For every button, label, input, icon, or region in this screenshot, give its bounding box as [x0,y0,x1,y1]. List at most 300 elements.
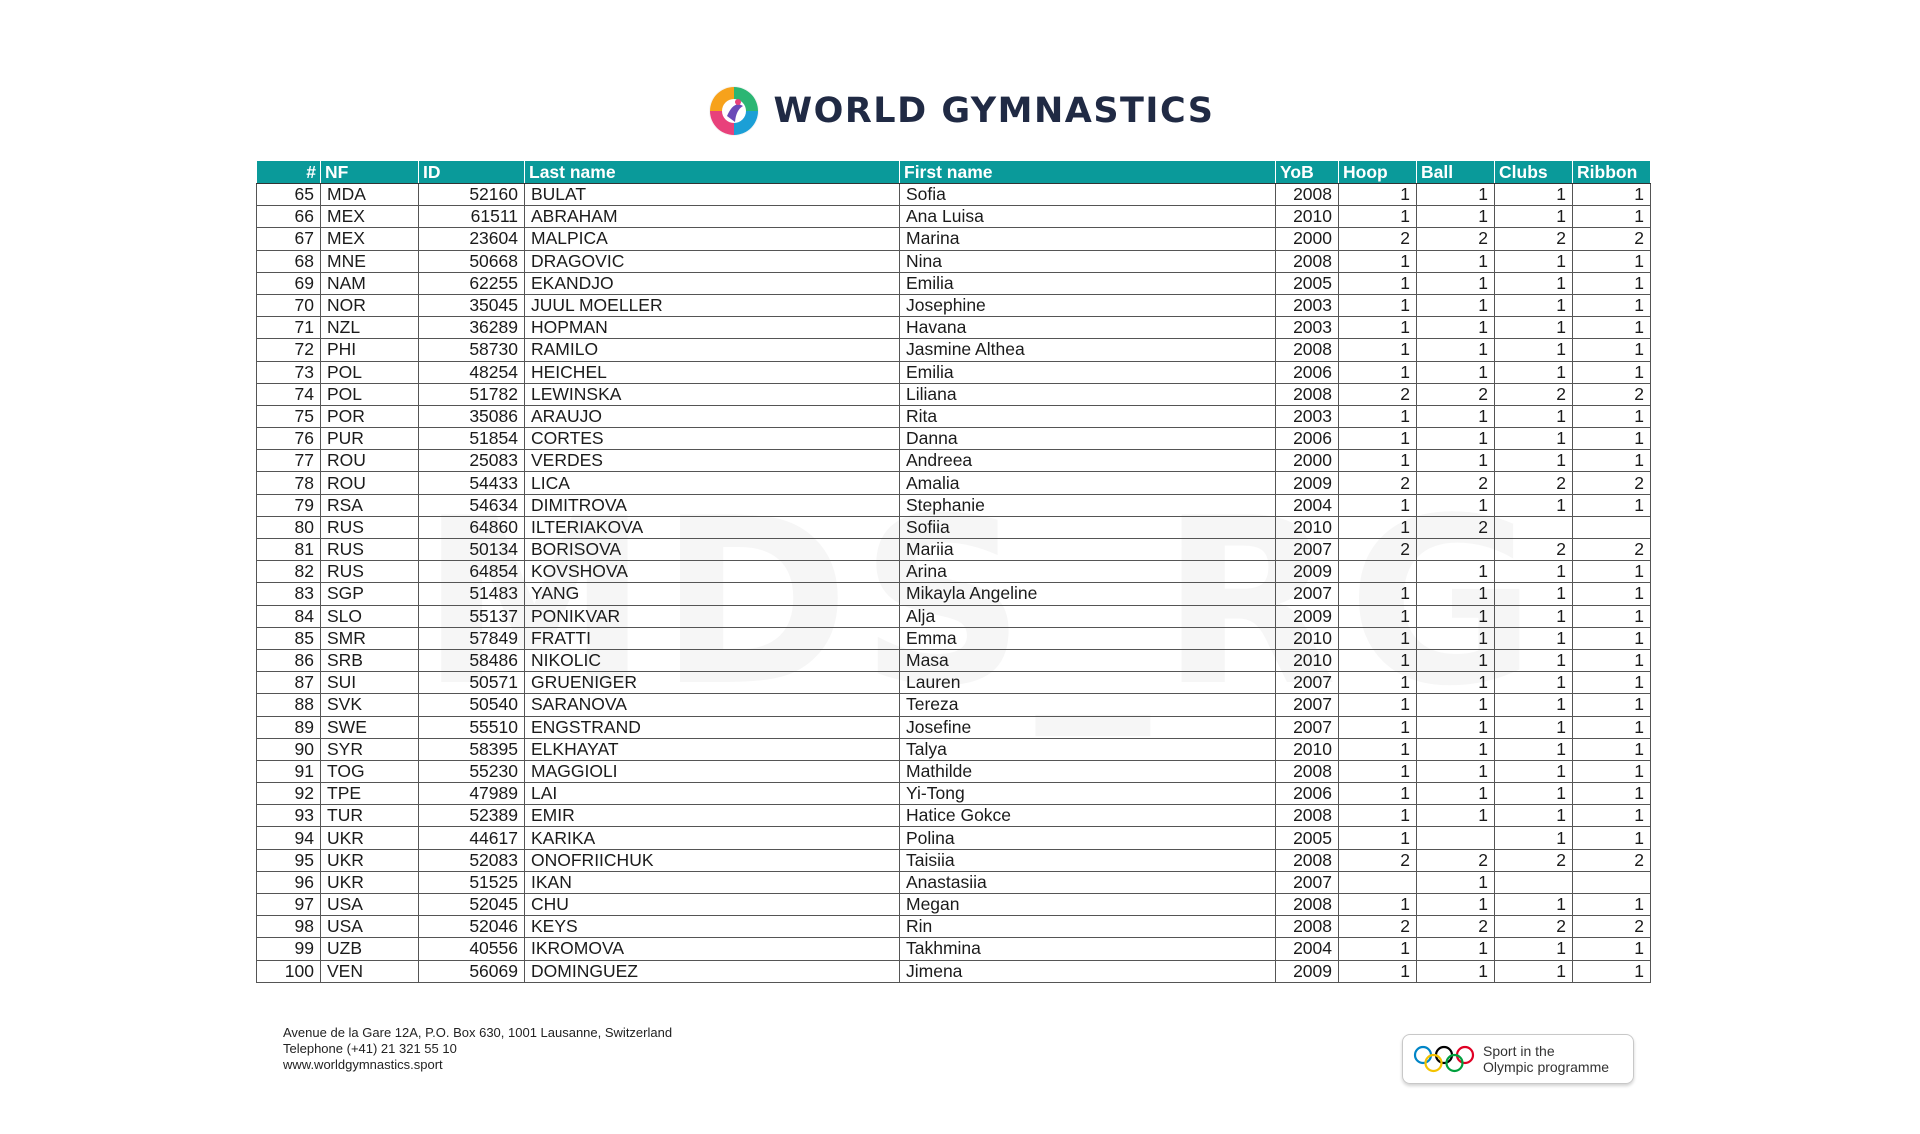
table-row [257,827,1651,849]
cell-id: 55137 [419,605,525,627]
table-row [257,539,1651,561]
cell-nf: TPE [321,783,419,805]
cell-first-name: Megan [900,894,1276,916]
cell-ball: 1 [1417,494,1495,516]
badge-text [1483,1043,1609,1075]
cell-last-name: LICA [525,472,900,494]
cell-hoop: 1 [1339,738,1417,760]
cell-id: 50668 [419,250,525,272]
cell-first-name: Emilia [900,272,1276,294]
cell-ball [1417,827,1495,849]
cell-number: 77 [257,450,321,472]
cell-clubs: 1 [1495,894,1573,916]
cell-yob: 2009 [1276,561,1339,583]
badge-line-2: Olympic programme [1483,1059,1610,1075]
table-row [257,738,1651,760]
cell-ball: 1 [1417,627,1495,649]
cell-first-name: Anastasiia [900,871,1276,893]
cell-yob: 2009 [1276,960,1339,982]
cell-ribbon: 1 [1573,694,1651,716]
cell-clubs: 1 [1495,605,1573,627]
cell-yob: 2009 [1276,605,1339,627]
cell-ball: 1 [1417,649,1495,671]
cell-last-name: NIKOLIC [525,649,900,671]
cell-id: 58395 [419,738,525,760]
cell-id: 52389 [419,805,525,827]
cell-nf: TOG [321,760,419,782]
table-row [257,849,1651,871]
cell-clubs: 1 [1495,716,1573,738]
cell-nf: UKR [321,827,419,849]
brand-name: WORLD GYMNASTICS [773,91,1215,131]
table-row [257,250,1651,272]
cell-nf: VEN [321,960,419,982]
cell-number: 65 [257,184,321,206]
cell-number: 71 [257,317,321,339]
cell-nf: SMR [321,627,419,649]
column-header-ball: Ball [1417,161,1495,184]
cell-hoop: 1 [1339,494,1417,516]
cell-id: 57849 [419,627,525,649]
cell-last-name: DRAGOVIC [525,250,900,272]
cell-first-name: Rita [900,405,1276,427]
cell-yob: 2007 [1276,694,1339,716]
cell-ribbon: 1 [1573,250,1651,272]
cell-first-name: Masa [900,649,1276,671]
table-row [257,627,1651,649]
cell-number: 100 [257,960,321,982]
cell-nf: ROU [321,450,419,472]
cell-hoop: 2 [1339,383,1417,405]
cell-clubs: 1 [1495,294,1573,316]
cell-ribbon: 1 [1573,605,1651,627]
cell-number: 73 [257,361,321,383]
cell-yob: 2010 [1276,627,1339,649]
cell-ribbon: 1 [1573,783,1651,805]
cell-ball: 1 [1417,450,1495,472]
cell-nf: NZL [321,317,419,339]
cell-number: 96 [257,871,321,893]
cell-yob: 2007 [1276,672,1339,694]
cell-id: 56069 [419,960,525,982]
cell-hoop: 1 [1339,450,1417,472]
cell-ribbon: 1 [1573,428,1651,450]
cell-ball: 1 [1417,605,1495,627]
cell-ribbon: 2 [1573,539,1651,561]
cell-first-name: Talya [900,738,1276,760]
cell-id: 54634 [419,494,525,516]
cell-id: 58486 [419,649,525,671]
cell-yob: 2008 [1276,894,1339,916]
table-row [257,783,1651,805]
cell-ball: 1 [1417,738,1495,760]
cell-clubs: 2 [1495,383,1573,405]
cell-id: 52045 [419,894,525,916]
cell-nf: UKR [321,871,419,893]
cell-nf: SGP [321,583,419,605]
cell-clubs: 2 [1495,539,1573,561]
cell-nf: USA [321,894,419,916]
cell-number: 72 [257,339,321,361]
cell-hoop: 1 [1339,649,1417,671]
cell-ribbon: 1 [1573,450,1651,472]
cell-ribbon: 1 [1573,960,1651,982]
table-row [257,894,1651,916]
cell-clubs: 1 [1495,561,1573,583]
cell-id: 51525 [419,871,525,893]
cell-number: 84 [257,605,321,627]
footer-address-block [283,1025,672,1073]
cell-last-name: BORISOVA [525,539,900,561]
cell-ribbon: 1 [1573,561,1651,583]
cell-number: 90 [257,738,321,760]
cell-yob: 2010 [1276,516,1339,538]
cell-id: 54433 [419,472,525,494]
cell-ribbon: 1 [1573,339,1651,361]
cell-hoop [1339,871,1417,893]
cell-yob: 2008 [1276,383,1339,405]
cell-id: 61511 [419,206,525,228]
world-gymnastics-logo-icon [705,82,763,140]
cell-yob: 2005 [1276,272,1339,294]
cell-yob: 2010 [1276,649,1339,671]
cell-hoop: 1 [1339,672,1417,694]
cell-number: 87 [257,672,321,694]
cell-clubs: 2 [1495,228,1573,250]
cell-ribbon: 1 [1573,294,1651,316]
cell-nf: SWE [321,716,419,738]
column-header-clubs: Clubs [1495,161,1573,184]
cell-ribbon: 1 [1573,494,1651,516]
cell-ribbon: 1 [1573,206,1651,228]
cell-ribbon: 1 [1573,184,1651,206]
cell-hoop: 2 [1339,849,1417,871]
table-row [257,428,1651,450]
cell-hoop: 1 [1339,760,1417,782]
cell-ball: 1 [1417,760,1495,782]
cell-yob: 2003 [1276,294,1339,316]
cell-yob: 2008 [1276,760,1339,782]
table-row [257,805,1651,827]
cell-number: 75 [257,405,321,427]
cell-last-name: CORTES [525,428,900,450]
column-header-number: # [257,161,321,184]
table-row [257,383,1651,405]
cell-number: 94 [257,827,321,849]
table-row [257,871,1651,893]
cell-yob: 2007 [1276,871,1339,893]
cell-id: 36289 [419,317,525,339]
cell-yob: 2004 [1276,938,1339,960]
table-row [257,716,1651,738]
olympic-rings-icon [1413,1044,1475,1074]
table-row [257,228,1651,250]
cell-ball: 1 [1417,317,1495,339]
table-row [257,317,1651,339]
cell-clubs: 1 [1495,250,1573,272]
cell-yob: 2007 [1276,539,1339,561]
cell-id: 47989 [419,783,525,805]
cell-yob: 2009 [1276,472,1339,494]
cell-hoop: 1 [1339,250,1417,272]
cell-ball: 1 [1417,583,1495,605]
cell-nf: TUR [321,805,419,827]
cell-last-name: PONIKVAR [525,605,900,627]
cell-yob: 2008 [1276,849,1339,871]
cell-yob: 2000 [1276,450,1339,472]
cell-nf: USA [321,916,419,938]
cell-ball: 1 [1417,428,1495,450]
cell-last-name: EKANDJO [525,272,900,294]
footer-address: Avenue de la Gare 12A, P.O. Box 630, 1001 Lausanne, Switzerland [283,1025,673,1040]
cell-clubs: 1 [1495,405,1573,427]
cell-id: 52083 [419,849,525,871]
cell-number: 93 [257,805,321,827]
cell-ball: 2 [1417,383,1495,405]
cell-ball: 2 [1417,849,1495,871]
cell-first-name: Amalia [900,472,1276,494]
cell-yob: 2008 [1276,250,1339,272]
cell-id: 48254 [419,361,525,383]
cell-hoop: 2 [1339,228,1417,250]
table-row [257,272,1651,294]
column-header-first-name: First name [900,161,1276,184]
table-row [257,605,1651,627]
cell-last-name: LAI [525,783,900,805]
cell-yob: 2003 [1276,317,1339,339]
cell-nf: UKR [321,849,419,871]
cell-ribbon: 1 [1573,583,1651,605]
table-row [257,960,1651,982]
cell-nf: SYR [321,738,419,760]
cell-clubs: 1 [1495,805,1573,827]
cell-clubs: 1 [1495,317,1573,339]
cell-ball: 1 [1417,184,1495,206]
cell-last-name: ONOFRIICHUK [525,849,900,871]
cell-last-name: EMIR [525,805,900,827]
cell-ball: 1 [1417,805,1495,827]
cell-nf: NOR [321,294,419,316]
cell-ribbon: 1 [1573,627,1651,649]
cell-ribbon [1573,516,1651,538]
footer-telephone: Telephone (+41) 21 321 55 10 [283,1041,457,1056]
cell-clubs: 1 [1495,760,1573,782]
cell-ribbon: 2 [1573,849,1651,871]
cell-number: 81 [257,539,321,561]
cell-last-name: ELKHAYAT [525,738,900,760]
cell-number: 66 [257,206,321,228]
cell-ball: 1 [1417,272,1495,294]
cell-ball: 2 [1417,472,1495,494]
cell-number: 78 [257,472,321,494]
cell-yob: 2007 [1276,716,1339,738]
cell-first-name: Ana Luisa [900,206,1276,228]
cell-first-name: Jimena [900,960,1276,982]
cell-hoop: 1 [1339,184,1417,206]
cell-hoop: 2 [1339,539,1417,561]
cell-clubs: 2 [1495,849,1573,871]
cell-nf: PHI [321,339,419,361]
cell-last-name: JUUL MOELLER [525,294,900,316]
cell-clubs: 2 [1495,916,1573,938]
cell-yob: 2008 [1276,805,1339,827]
cell-ribbon: 1 [1573,894,1651,916]
cell-hoop: 1 [1339,294,1417,316]
cell-first-name: Mariia [900,539,1276,561]
cell-id: 64860 [419,516,525,538]
cell-clubs: 1 [1495,649,1573,671]
cell-nf: SUI [321,672,419,694]
cell-hoop: 1 [1339,516,1417,538]
cell-id: 58730 [419,339,525,361]
cell-id: 55230 [419,760,525,782]
cell-id: 51854 [419,428,525,450]
cell-ball [1417,539,1495,561]
cell-id: 52046 [419,916,525,938]
cell-last-name: DOMINGUEZ [525,960,900,982]
brand-logo [705,82,1214,140]
cell-yob: 2005 [1276,827,1339,849]
cell-clubs: 1 [1495,184,1573,206]
cell-yob: 2007 [1276,583,1339,605]
table-row [257,938,1651,960]
cell-ball: 1 [1417,960,1495,982]
table-row [257,516,1651,538]
cell-ribbon: 1 [1573,716,1651,738]
table-row [257,694,1651,716]
page-header [0,82,1920,140]
cell-ball: 1 [1417,361,1495,383]
cell-hoop: 1 [1339,405,1417,427]
cell-nf: PUR [321,428,419,450]
cell-hoop: 1 [1339,206,1417,228]
cell-ball: 1 [1417,938,1495,960]
cell-hoop: 1 [1339,960,1417,982]
cell-first-name: Nina [900,250,1276,272]
cell-hoop: 1 [1339,605,1417,627]
cell-hoop: 2 [1339,472,1417,494]
cell-last-name: YANG [525,583,900,605]
cell-nf: SVK [321,694,419,716]
cell-ribbon: 2 [1573,916,1651,938]
olympic-programme-badge [1402,1034,1634,1084]
cell-last-name: DIMITROVA [525,494,900,516]
cell-number: 85 [257,627,321,649]
cell-ribbon [1573,871,1651,893]
cell-ribbon: 1 [1573,738,1651,760]
table-header-row [257,161,1651,184]
cell-nf: RUS [321,516,419,538]
cell-id: 35045 [419,294,525,316]
cell-id: 35086 [419,405,525,427]
cell-yob: 2008 [1276,916,1339,938]
cell-ball: 1 [1417,561,1495,583]
cell-clubs: 1 [1495,694,1573,716]
cell-clubs: 1 [1495,827,1573,849]
cell-last-name: KARIKA [525,827,900,849]
cell-nf: UZB [321,938,419,960]
cell-id: 62255 [419,272,525,294]
cell-number: 97 [257,894,321,916]
cell-hoop: 1 [1339,783,1417,805]
cell-clubs: 1 [1495,583,1573,605]
cell-hoop: 1 [1339,827,1417,849]
cell-nf: RUS [321,539,419,561]
cell-nf: POL [321,361,419,383]
cell-ribbon: 1 [1573,317,1651,339]
cell-ball: 1 [1417,672,1495,694]
cell-last-name: IKROMOVA [525,938,900,960]
cell-first-name: Polina [900,827,1276,849]
cell-nf: MEX [321,206,419,228]
cell-hoop: 1 [1339,339,1417,361]
cell-clubs [1495,871,1573,893]
cell-number: 79 [257,494,321,516]
table-row [257,405,1651,427]
cell-ribbon: 2 [1573,228,1651,250]
cell-last-name: ARAUJO [525,405,900,427]
cell-first-name: Rin [900,916,1276,938]
cell-number: 86 [257,649,321,671]
cell-first-name: Emma [900,627,1276,649]
cell-clubs: 1 [1495,339,1573,361]
cell-first-name: Sofia [900,184,1276,206]
cell-clubs: 1 [1495,428,1573,450]
cell-ball: 2 [1417,228,1495,250]
cell-nf: POL [321,383,419,405]
cell-yob: 2006 [1276,783,1339,805]
cell-last-name: SARANOVA [525,694,900,716]
cell-clubs: 1 [1495,272,1573,294]
cell-ball: 2 [1417,916,1495,938]
cell-ball: 1 [1417,339,1495,361]
cell-clubs: 1 [1495,960,1573,982]
cell-ribbon: 1 [1573,760,1651,782]
cell-first-name: Josefine [900,716,1276,738]
cell-ribbon: 2 [1573,472,1651,494]
column-header-nf: NF [321,161,419,184]
cell-nf: SLO [321,605,419,627]
cell-nf: NAM [321,272,419,294]
badge-line-1: Sport in the [1483,1043,1555,1059]
column-header-ribbon: Ribbon [1573,161,1651,184]
cell-yob: 2004 [1276,494,1339,516]
cell-id: 64854 [419,561,525,583]
cell-ribbon: 1 [1573,361,1651,383]
cell-last-name: RAMILO [525,339,900,361]
cell-yob: 2003 [1276,405,1339,427]
cell-last-name: ILTERIAKOVA [525,516,900,538]
cell-ribbon: 2 [1573,383,1651,405]
cell-number: 76 [257,428,321,450]
cell-hoop: 1 [1339,361,1417,383]
cell-last-name: ENGSTRAND [525,716,900,738]
cell-ribbon: 1 [1573,649,1651,671]
cell-last-name: VERDES [525,450,900,472]
cell-nf: RSA [321,494,419,516]
table-row [257,339,1651,361]
cell-number: 92 [257,783,321,805]
cell-first-name: Lauren [900,672,1276,694]
cell-id: 51782 [419,383,525,405]
cell-nf: MEX [321,228,419,250]
cell-number: 68 [257,250,321,272]
cell-number: 89 [257,716,321,738]
table-row [257,672,1651,694]
cell-ball: 1 [1417,894,1495,916]
cell-first-name: Andreea [900,450,1276,472]
cell-yob: 2008 [1276,184,1339,206]
